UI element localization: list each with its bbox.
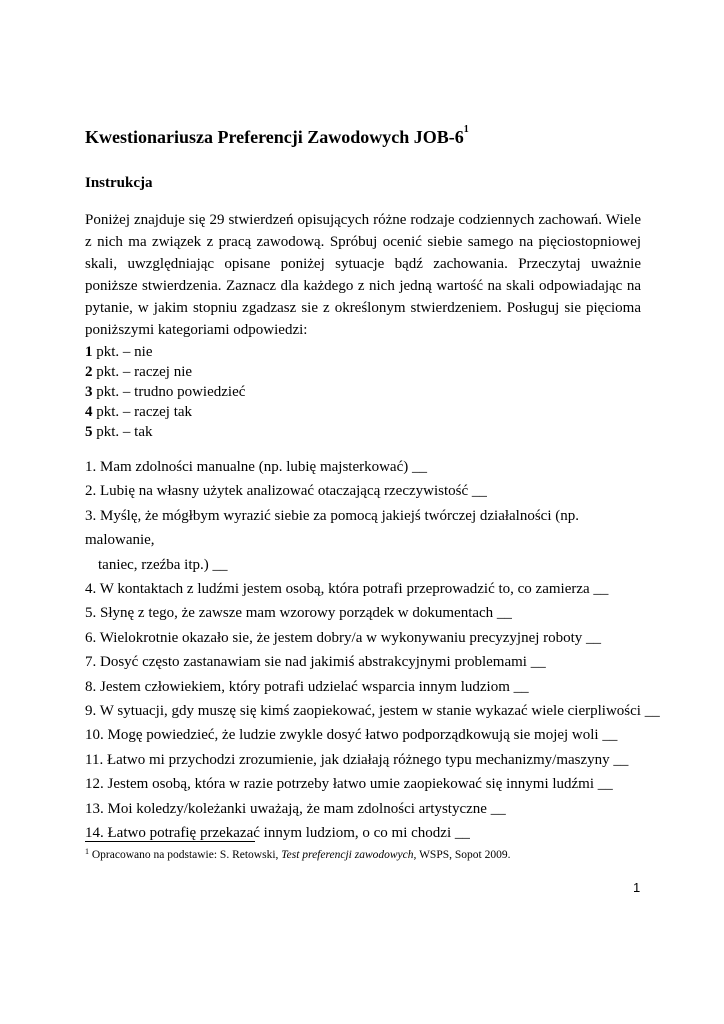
question-item: 9. W sytuacji, gdy muszę się kimś zaopiekować, jestem w stanie wykazać wiele cierpliwości __ bbox=[85, 703, 660, 720]
page-number: 1 bbox=[633, 880, 641, 895]
scale-item bbox=[85, 402, 245, 422]
question-item: 1. Mam zdolności manualne (np. lubię majsterkować) __ bbox=[85, 459, 427, 475]
scale-item bbox=[85, 422, 245, 442]
footnote-divider bbox=[85, 841, 255, 842]
question-item: 4. W kontaktach z ludźmi jestem osobą, która potrafi przeprowadzić to, co zamierza __ bbox=[85, 581, 609, 598]
scale-label: pkt. – trudno powiedzieć bbox=[92, 384, 246, 400]
question-item: 8. Jestem człowiekiem, który potrafi udzielać wsparcia innym ludziom __ bbox=[85, 678, 529, 695]
question-item bbox=[85, 504, 645, 577]
question-item: 11. Łatwo mi przychodzi zrozumienie, jak działają różnego typu mechanizmy/maszyny __ bbox=[85, 751, 629, 768]
question-item: 14. Łatwo potrafię przekazać innym ludziom, o co mi chodzi __ bbox=[85, 825, 470, 842]
scale-item bbox=[85, 362, 245, 382]
footnote bbox=[85, 849, 510, 861]
scale-label: pkt. – tak bbox=[92, 424, 153, 440]
scale-number: 3 bbox=[85, 384, 93, 400]
question-item: 10. Mogę powiedzieć, że ludzie zwykle dosyć łatwo podporządkowują sie mojej woli __ bbox=[85, 727, 618, 744]
scale-number: 5 bbox=[85, 424, 93, 440]
question-item: 5. Słynę z tego, że zawsze mam wzorowy porządek w dokumentach __ bbox=[85, 605, 512, 622]
question-line-continued: taniec, rzeźba itp.) __ bbox=[98, 556, 228, 573]
question-item: 7. Dosyć często zastanawiam sie nad jakimiś abstrakcyjnymi problemami __ bbox=[85, 654, 546, 671]
scale-item bbox=[85, 382, 245, 402]
scale-label: pkt. – nie bbox=[92, 344, 153, 360]
answer-scale-list bbox=[85, 342, 245, 442]
scale-label: pkt. – raczej tak bbox=[92, 404, 193, 420]
scale-number: 4 bbox=[85, 404, 93, 420]
footnote-mark: 1 bbox=[85, 847, 89, 856]
question-item: 2. Lubię na własny użytek analizować otaczającą rzeczywistość __ bbox=[85, 483, 487, 500]
footnote-prefix: Opracowano na podstawie: S. Retowski, bbox=[89, 849, 282, 861]
scale-item bbox=[85, 342, 245, 362]
question-item: 6. Wielokrotnie okazało sie, że jestem dobry/a w wykonywaniu precyzyjnej roboty __ bbox=[85, 629, 602, 646]
title-text: Kwestionariusza Preferencji Zawodowych JOB-6 bbox=[85, 127, 464, 147]
question-line: 3. Myślę, że mógłbym wyrazić siebie za pomocą jakiejś twórczej działalności (np. malowanie, bbox=[85, 507, 579, 549]
scale-number: 1 bbox=[85, 344, 93, 360]
footnote-italic-title: Test preferencji zawodowych, bbox=[281, 849, 417, 861]
intro-paragraph: Poniżej znajduje się 29 stwierdzeń opisujących różne rodzaje codziennych zachowań. Wiele z nich ma związek z pracą zawodową. Spróbuj ocenić siebie samego na pięciostopniowej skali, uwzględniając opisane poniżej sytuacje bądź zachowania. Przeczytaj uważnie poniższe stwierdzenia. Zaznacz dla każdego z nich jedną wartość na skali odpowiadając na pytanie, w jakim stopniu zgadzasz sie z określonym stwierdzeniem. Posługuj sie pięcioma poniższymi kategoriami odpowiedzi: bbox=[85, 212, 641, 338]
section-heading: Instrukcja bbox=[85, 175, 153, 191]
scale-label: pkt. – raczej nie bbox=[92, 364, 193, 380]
questions-list bbox=[85, 455, 660, 846]
footnote-suffix: WSPS, Sopot 2009. bbox=[416, 849, 511, 861]
question-item: 12. Jestem osobą, która w razie potrzeby łatwo umie zaopiekować się innymi ludźmi __ bbox=[85, 776, 613, 793]
scale-number: 2 bbox=[85, 364, 93, 380]
question-item: 13. Moi koledzy/koleżanki uważają, że mam zdolności artystyczne __ bbox=[85, 800, 506, 817]
document-title bbox=[85, 124, 469, 148]
title-footnote-mark: 1 bbox=[463, 124, 469, 135]
